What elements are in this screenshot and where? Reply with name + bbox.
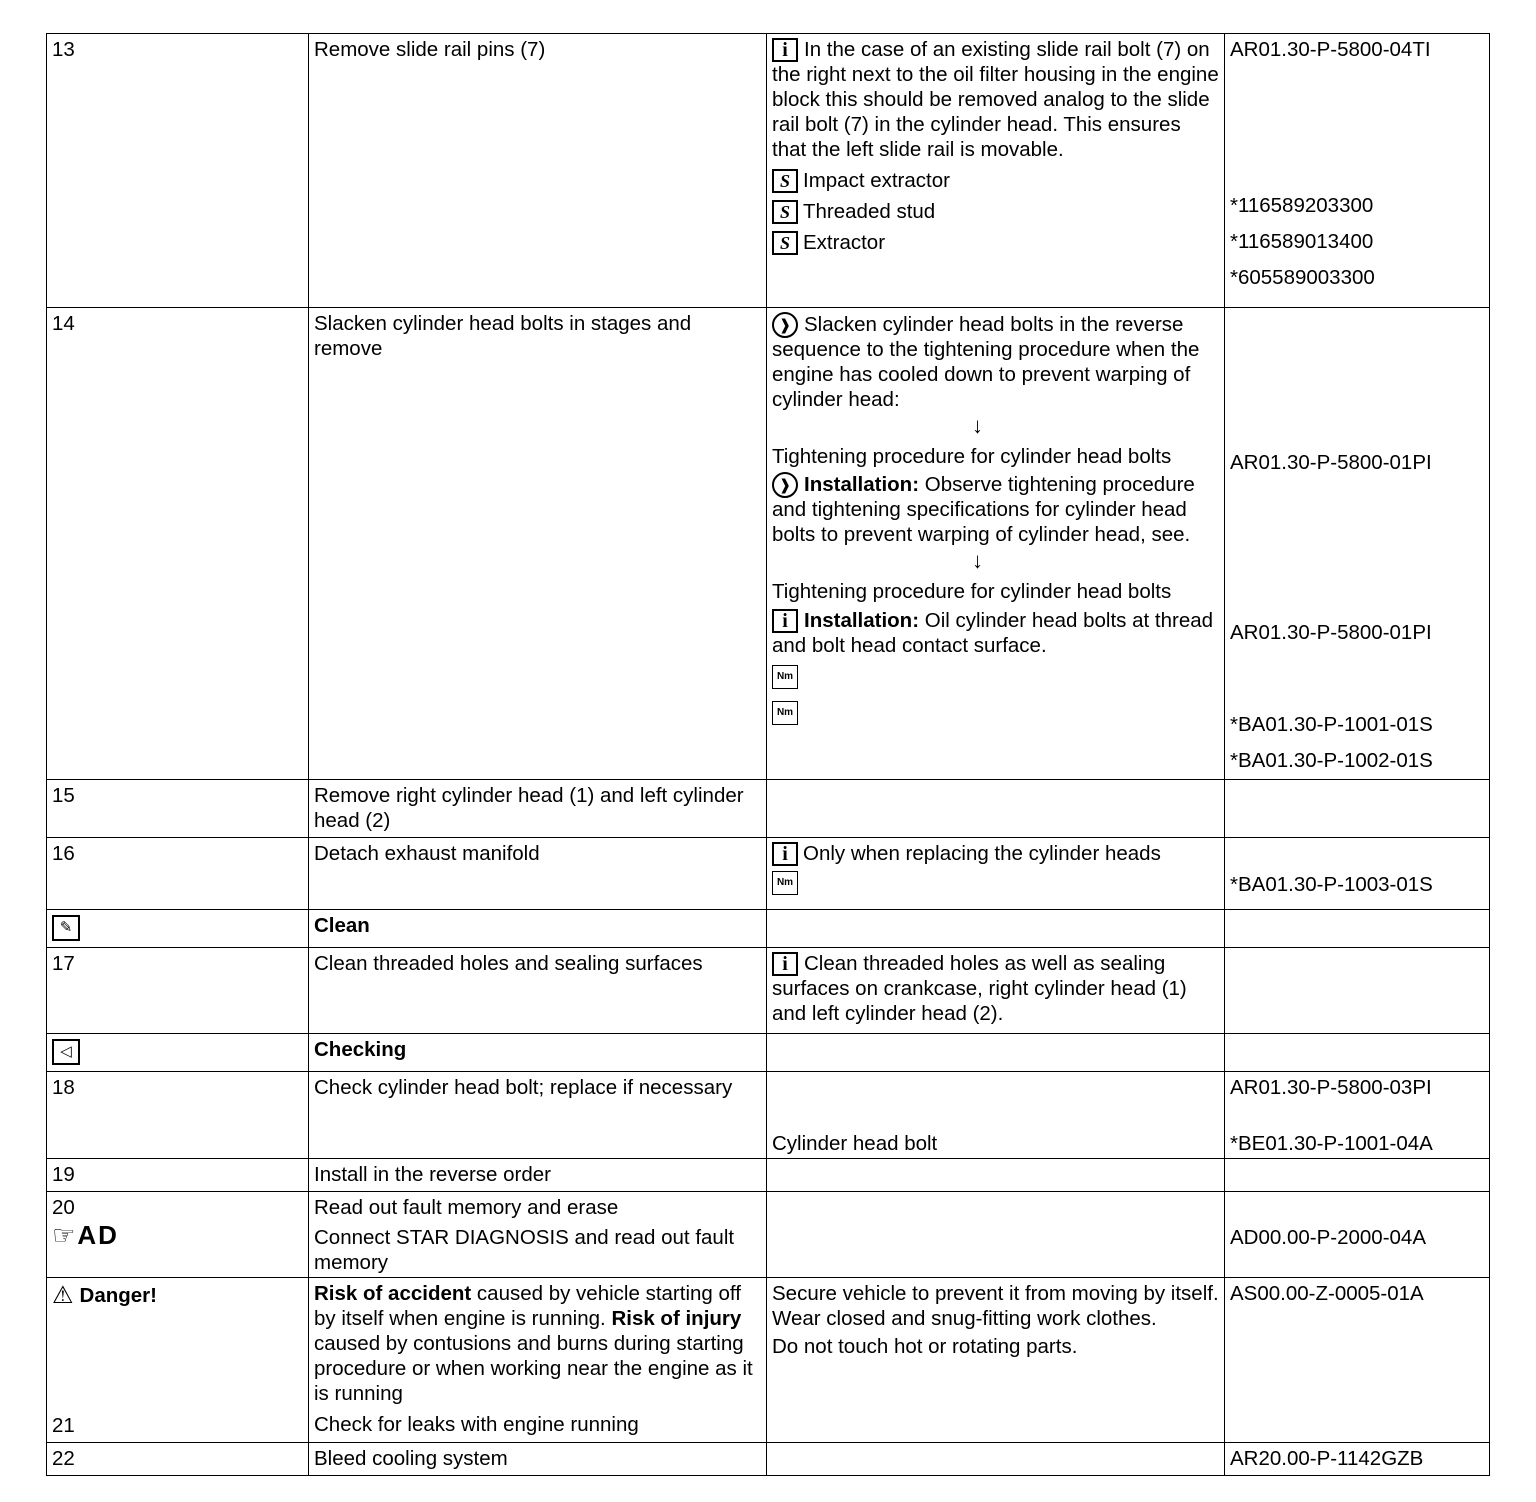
arrow-down-icon: ↓ xyxy=(972,413,983,438)
special-tool-line xyxy=(772,230,1219,255)
notes-cell xyxy=(767,948,1225,1034)
note-text: In the case of an existing slide rail bolt (7) on the right next to the oil filter housing in the engine block this should be removed analog to the slide rail bolt (7) in the cylinder head. This ensures that the left slide rail is movable. xyxy=(772,38,1219,161)
torque-nm-icon: Nm xyxy=(772,665,798,689)
step-number: 18 xyxy=(47,1072,309,1159)
notes-cell xyxy=(767,1159,1225,1192)
danger-label: Danger! xyxy=(79,1284,157,1307)
tool-part-number[interactable]: *116589203300 xyxy=(1230,194,1374,217)
step-number: 19 xyxy=(47,1159,309,1192)
step-number: 17 xyxy=(47,948,309,1034)
reference-cell xyxy=(1225,780,1490,838)
notes-cell xyxy=(767,780,1225,838)
risk-text: Risk of accident caused by vehicle starting off by itself when engine is running. Risk of injury caused by contusions and burns during starting procedure or when working near the engine as it is running xyxy=(314,1282,753,1405)
step-number: 22 xyxy=(47,1443,309,1476)
table-row xyxy=(47,1278,1490,1443)
reference-cell xyxy=(1225,1072,1490,1159)
cleaning-icon: ✎ xyxy=(52,915,80,941)
step-text: Detach exhaust manifold xyxy=(309,838,767,910)
reference-link[interactable]: AR20.00-P-1142GZB xyxy=(1225,1443,1490,1476)
safety-measure: Wear closed and snug-fitting work clothes. xyxy=(772,1307,1157,1330)
note-text: Only when replacing the cylinder heads xyxy=(803,842,1161,865)
reference-cell xyxy=(1225,1278,1490,1443)
section-row xyxy=(47,910,1490,948)
note-text: Oil cylinder head bolts at thread and bolt head contact surface. xyxy=(772,609,1214,657)
notes-cell xyxy=(767,1072,1225,1159)
caution-circle-icon: ❱ xyxy=(772,312,798,338)
table-row xyxy=(47,34,1490,308)
info-icon: i xyxy=(772,952,798,976)
torque-nm-icon: Nm xyxy=(772,701,798,725)
step-text: Bleed cooling system xyxy=(309,1443,767,1476)
step-text: Connect STAR DIAGNOSIS and read out fault memory xyxy=(314,1226,735,1274)
warning-triangle-icon: ⚠ xyxy=(52,1282,74,1309)
note-text: Observe tightening procedure and tightening specifications for cylinder head bolts to prevent warping of cylinder head, see. xyxy=(772,473,1195,546)
tool-name: Threaded stud xyxy=(803,200,936,223)
safety-measure: Secure vehicle to prevent it from moving by itself. xyxy=(772,1282,1219,1305)
notes-cell xyxy=(767,34,1225,308)
table-row xyxy=(47,780,1490,838)
table-row xyxy=(47,308,1490,780)
step-text: Install in the reverse order xyxy=(309,1159,767,1192)
table-row xyxy=(47,1159,1490,1192)
reference-cell xyxy=(1225,838,1490,910)
notes-cell xyxy=(767,1443,1225,1476)
step-number: 16 xyxy=(47,838,309,910)
table-row xyxy=(47,948,1490,1034)
special-tool-icon: S xyxy=(772,231,798,255)
note-text: Clean threaded holes as well as sealing surfaces on crankcase, right cylinder head (1) and left cylinder head (2). xyxy=(772,952,1187,1025)
table-row xyxy=(47,838,1490,910)
reference-cell xyxy=(1225,948,1490,1034)
step-text: Check for leaks with engine running xyxy=(314,1413,639,1436)
section-title: Checking xyxy=(314,1038,407,1061)
torque-nm-icon: Nm xyxy=(772,871,798,895)
section-row xyxy=(47,1034,1490,1072)
info-icon: i xyxy=(772,842,798,866)
note-text: Slacken cylinder head bolts in the reverse sequence to the tightening procedure when the engine has cooled down to prevent warping of cylinder head: xyxy=(772,313,1200,411)
procedure-link[interactable]: Tightening procedure for cylinder head bolts xyxy=(772,445,1172,468)
info-icon: i xyxy=(772,609,798,633)
step-number: 14 xyxy=(47,308,309,780)
reference-cell xyxy=(1225,34,1490,308)
torque-spec-link[interactable]: *BA01.30-P-1003-01S xyxy=(1230,873,1433,896)
step-text: Remove slide rail pins (7) xyxy=(309,34,767,308)
risk-label: Risk of accident xyxy=(314,1282,472,1305)
installation-label: Installation: xyxy=(804,609,920,632)
info-icon: i xyxy=(772,38,798,62)
tool-name: Extractor xyxy=(803,231,886,254)
reference-cell xyxy=(1225,1192,1490,1278)
notes-cell xyxy=(767,1192,1225,1278)
reference-link[interactable]: AR01.30-P-5800-04TI xyxy=(1230,38,1431,61)
tool-part-number[interactable]: *116589013400 xyxy=(1230,230,1374,253)
installation-note xyxy=(772,608,1219,658)
tool-part-number[interactable]: *605589003300 xyxy=(1230,266,1375,289)
special-tool-icon: S xyxy=(772,169,798,193)
step-text: Slacken cylinder head bolts in stages and remove xyxy=(309,308,767,780)
reference-link[interactable]: AR01.30-P-5800-01PI xyxy=(1230,621,1432,644)
risk-label: Risk of injury xyxy=(611,1307,742,1330)
installation-label: Installation: xyxy=(804,473,920,496)
notes-cell xyxy=(767,838,1225,910)
special-tool-icon: S xyxy=(772,200,798,224)
pointing-hand-icon: ☞ xyxy=(52,1220,76,1250)
special-tool-line xyxy=(772,199,1219,224)
torque-spec-link[interactable]: *BA01.30-P-1002-01S xyxy=(1230,749,1433,772)
ad-marker xyxy=(52,1219,303,1250)
table-row xyxy=(47,1192,1490,1278)
step-number: 15 xyxy=(47,780,309,838)
torque-spec-link[interactable]: *BA01.30-P-1001-01S xyxy=(1230,713,1433,736)
step-number: 21 xyxy=(52,1414,75,1437)
checking-icon: ◁ xyxy=(52,1039,80,1065)
step-number: 20 xyxy=(52,1196,75,1219)
spec-text: Cylinder head bolt xyxy=(772,1132,938,1155)
notes-cell xyxy=(767,1278,1225,1443)
procedure-table xyxy=(46,33,1490,1476)
reference-link[interactable]: AD00.00-P-2000-04A xyxy=(1230,1226,1427,1249)
arrow-down-icon: ↓ xyxy=(972,548,983,573)
step-text: Remove right cylinder head (1) and left cylinder head (2) xyxy=(309,780,767,838)
step-text: Clean threaded holes and sealing surfaces xyxy=(309,948,767,1034)
tool-name: Impact extractor xyxy=(803,169,950,192)
installation-note xyxy=(772,472,1219,547)
section-title: Clean xyxy=(314,914,370,937)
reference-link[interactable]: AR01.30-P-5800-03PI xyxy=(1230,1076,1432,1099)
notes-cell xyxy=(767,308,1225,780)
reference-link[interactable]: AR01.30-P-5800-01PI xyxy=(1230,451,1432,474)
step-number: 13 xyxy=(47,34,309,308)
safety-measure: Do not touch hot or rotating parts. xyxy=(772,1335,1078,1358)
ad-label: AD xyxy=(77,1219,119,1250)
step-text: Check cylinder head bolt; replace if necessary xyxy=(309,1072,767,1159)
step-text: Read out fault memory and erase xyxy=(314,1196,619,1219)
table-row xyxy=(47,1072,1490,1159)
danger-warning xyxy=(52,1283,303,1308)
reference-link[interactable]: *BE01.30-P-1001-04A xyxy=(1230,1132,1433,1155)
procedure-link[interactable]: Tightening procedure for cylinder head bolts xyxy=(772,580,1172,603)
table-row xyxy=(47,1443,1490,1476)
special-tool-line xyxy=(772,168,1219,193)
reference-link[interactable]: AS00.00-Z-0005-01A xyxy=(1230,1282,1424,1305)
reference-cell xyxy=(1225,1159,1490,1192)
caution-circle-icon: ❱ xyxy=(772,472,798,498)
reference-cell xyxy=(1225,308,1490,780)
